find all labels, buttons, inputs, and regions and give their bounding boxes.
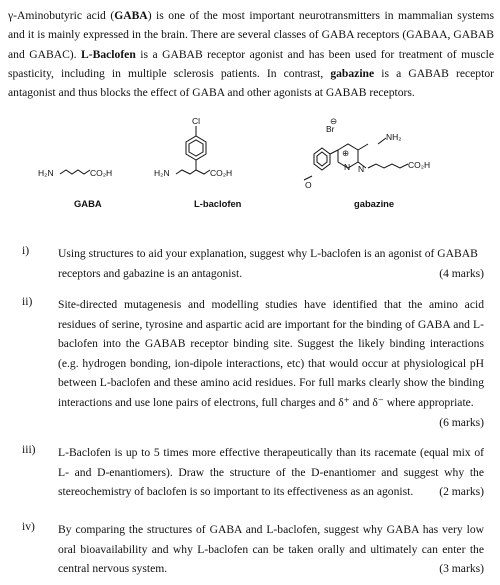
subscript-b3: B	[441, 66, 449, 80]
ring-nitrogen-text: N	[344, 162, 351, 172]
gaba-label: GABA	[74, 198, 102, 209]
subscript-b: B	[486, 28, 494, 42]
question-2-marks: (6 marks)	[439, 415, 484, 429]
question-3-text: L-Baclofen is up to 5 times more effective therapeutically than its racemate (equal mix of L- and D-enantiomers). Draw the structure of the D-enantiomer and suggest why the stereochemistry of baclofen is so important to its effectiveness as an agonist.	[58, 446, 484, 499]
intro-text-8: is a GABA	[374, 66, 442, 80]
question-4-number: iv)	[22, 520, 35, 533]
question-4-body	[58, 520, 484, 579]
gabazine-oxygen-text: O	[305, 180, 312, 190]
question-3-marks: (2 marks)	[439, 485, 484, 499]
question-4-marks: (3 marks)	[439, 562, 484, 576]
intro-text-2: ) is one of the most important neurotransmitters in mammalian systems and it is mainly expressed in the brain. There are several classes of GABA receptors (GABA	[8, 9, 494, 42]
intro-paragraph	[8, 6, 494, 102]
lbaclofen-term: L-Baclofen	[81, 47, 136, 61]
question-4-text: By comparing the structures of GABA and L-baclofen, suggest why GABA has very low oral bioavailability and why L-baclofen can be taken orally and ultimately can enter the central nervous system.	[58, 523, 484, 576]
subscript-c: C	[62, 47, 70, 61]
bromide-text: Br	[326, 124, 335, 134]
lbaclofen-chloro-text: Cl	[192, 116, 201, 126]
ring-charge-icon: ⊕	[342, 148, 350, 158]
gabazine-term: gabazine	[330, 66, 375, 80]
lbaclofen-label: L-baclofen	[194, 198, 242, 209]
gaba-structure	[60, 170, 90, 174]
gaba-abbrev: GABA	[114, 9, 148, 22]
question-2-text: Site-directed mutagenesis and modelling studies have identified that the amino acid residues of serine, tyrosine and aspartic acid are important for the binding of GABA and L-baclofen into the GABA	[58, 298, 484, 351]
intro-text-5: ).	[69, 47, 82, 61]
question-2-subscript: B	[177, 337, 186, 351]
ring-nitrogen-text-2: N	[358, 164, 365, 174]
intro-text-7: receptor agonist and has been used for treatment of muscle spasticity, including in multiple sclerosis patients. In contrast,	[8, 47, 494, 80]
question-1-marks: (4 marks)	[439, 266, 484, 280]
chemical-structures	[0, 110, 500, 220]
lbaclofen-structure	[176, 126, 210, 174]
question-1-text-2: receptors and gabazine is an antagonist.	[58, 266, 243, 280]
lbaclofen-acid-text: CO₂H	[210, 168, 233, 178]
question-1-body	[58, 244, 484, 283]
subscript-b4: B	[358, 86, 367, 100]
question-2-number: ii)	[22, 295, 33, 308]
intro-text-4: and GABA	[8, 47, 63, 61]
gaba-amine-text: H₂N	[38, 168, 54, 178]
question-2-body	[58, 295, 484, 432]
question-1-text: Using structures to aid your explanation, suggest why L-baclofen is an agonist of GABA	[58, 247, 471, 260]
question-3-number: iii)	[22, 443, 36, 456]
gaba-acid-text: CO₂H	[90, 168, 113, 178]
gabazine-amine-text: NH₂	[386, 132, 402, 142]
lbaclofen-amine-text: H₂N	[154, 168, 170, 178]
bromide-charge-icon: ⊖	[330, 116, 338, 126]
question-1-number: i)	[22, 244, 30, 257]
intro-text-10: receptors.	[366, 86, 415, 100]
question-1-subscript: B	[470, 247, 478, 260]
intro-text-3: , GABA	[447, 28, 487, 42]
question-2-text-2: receptor binding site. Suggest the likely binding interactions (e.g. hydrogen bonding, ion-dipole interactions, etc) that would occur at physiological pH between L-baclofen and these amino acid residues. For full marks clearly show the binding interactions and use lone pairs of electrons, full charges and δ⁺ and δ⁻ where appropriate.	[58, 337, 484, 409]
intro-text-6: is a GABA	[135, 47, 195, 61]
gabazine-label: gabazine	[354, 198, 395, 209]
question-3-body	[58, 443, 484, 502]
subscript-b2: B	[194, 47, 203, 61]
subscript-a: A	[439, 28, 448, 42]
gabazine-structure	[304, 138, 408, 180]
gabazine-acid-text: CO₂H	[408, 160, 431, 170]
intro-text-9: receptor antagonist and thus blocks the effect of GABA and other agonists at GABA	[8, 66, 494, 100]
intro-text: γ-Aminobutyric acid (	[8, 9, 115, 22]
